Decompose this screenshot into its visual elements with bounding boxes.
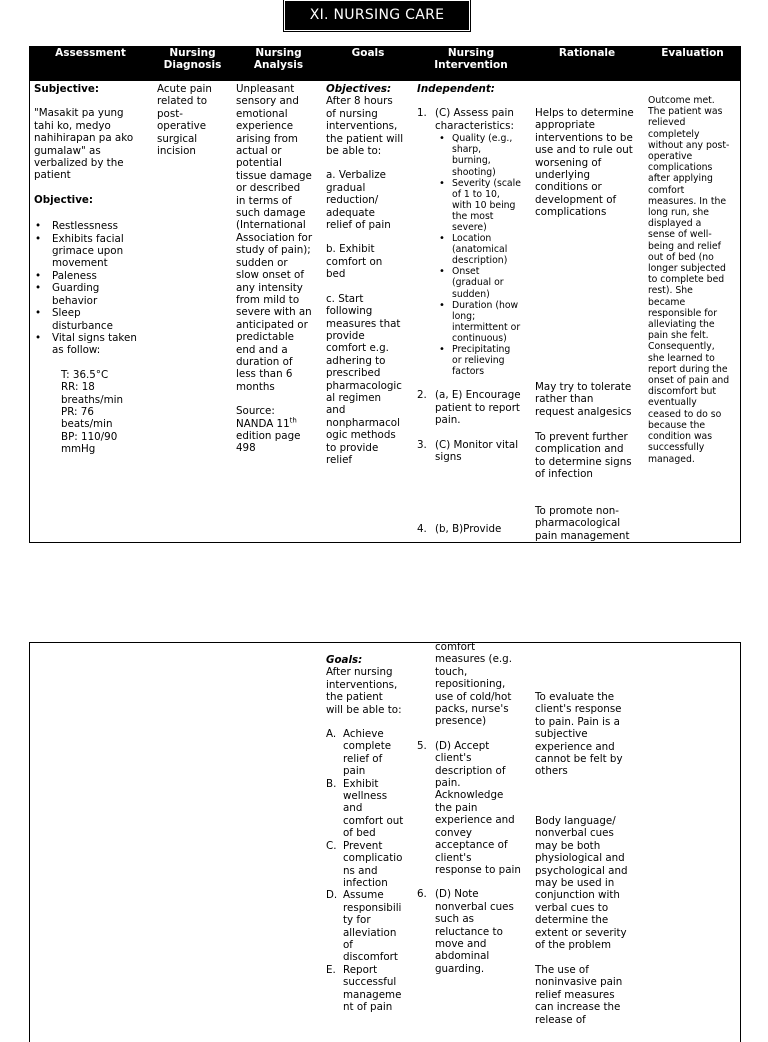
intervention-continued-cell: [417, 641, 529, 975]
intervention-4: 4. (b, B)Provide: [417, 523, 502, 535]
header-rationale: Rationale: [558, 47, 616, 59]
goals-label: Goals:: [326, 654, 363, 666]
list-item: • Restlessness: [52, 220, 150, 232]
vital-signs: T: 36.5°C RR: 18 breaths/min PR: 76 beats/min BP: 110/90 mmHg: [61, 368, 124, 456]
goals-text: After nursing interventions, the patient will be able to:: [326, 666, 402, 716]
evaluation-cell: [648, 95, 740, 465]
list-item: • Sleep disturbance: [52, 307, 150, 332]
objectives-label: Objectives:: [326, 83, 392, 95]
list-item: • Duration (how long; intermittent or continuous): [452, 300, 529, 344]
analysis-cell: [236, 83, 324, 455]
pain-characteristics-list: [435, 133, 529, 377]
list-item: • Onset (gradual or sudden): [452, 266, 529, 299]
goal-a: A. Achieve complete relief of pain: [326, 728, 392, 778]
goal-d: D. Assume responsibili ty for alleviation of discomfort: [326, 889, 402, 964]
analysis-source: Source: NANDA 11th edition page 498: [236, 405, 301, 455]
analysis-text: Unpleasant sensory and emotional experience arising from actual or potential tissue damage or described in terms of such damage (International Association for study of pain); sudden or slow onset of any intensity from mild to severe with an anticipated or predictable end and a duration of less than 6 months: [236, 83, 313, 393]
list-item: • Location (anatomical description): [452, 233, 529, 266]
list-item: • Paleness: [52, 270, 150, 282]
list-item: • Guarding behavior: [52, 282, 150, 307]
goal-b: B. Exhibit wellness and comfort out of bed: [326, 777, 404, 840]
intervention-cell: [417, 83, 529, 535]
diagnosis-text: Acute pain related to post- operative surgical incision: [157, 83, 212, 158]
rationale-5: To evaluate the client's response to pain. Pain is a subjective experience and cannot be felt by others: [535, 691, 623, 778]
objective-a: a. Verbalize gradual reduction/ adequate relief of pain: [326, 169, 391, 232]
rationale-6: Body language/ nonverbal cues may be both physiological and psychological and may be used in conjunction with verbal cues to determine the extent or severity of the problem: [535, 815, 628, 952]
subjective-label: Subjective:: [34, 83, 99, 95]
rationale-cell: [535, 107, 645, 542]
objective-b: b. Exhibit comfort on bed: [326, 243, 383, 281]
intervention-4-continued: comfort measures (e.g. touch, repositioning, use of cold/hot packs, nurse's presence): [435, 641, 512, 728]
list-item: • Vital signs taken as follow:: [52, 332, 150, 357]
rationale-3: To prevent further complication and to determine signs of infection: [535, 431, 632, 481]
objective-c: c. Start following measures that provide comfort e.g. adhering to prescribed pharmacologic al regimen and nonpharmacol ogic methods to provide relief: [326, 292, 402, 466]
rationale-7: The use of noninvasive pain relief measures can increase the release of: [535, 964, 623, 1026]
rationale-4: To promote non- pharmacological pain management: [535, 505, 630, 542]
table-header-row: [30, 47, 740, 81]
header-assessment: Assessment: [55, 47, 126, 59]
header-nursing-diagnosis: Nursing Diagnosis: [163, 47, 222, 71]
goal-e: E. Report successful manageme nt of pain: [326, 963, 402, 1013]
goals-continued-cell: [326, 654, 412, 1013]
objective-list: [34, 220, 150, 356]
objectives-text: After 8 hours of nursing interventions, the patient will be able to:: [326, 95, 404, 158]
rationale-2: May try to tolerate rather than request analgesics: [535, 381, 632, 418]
intervention-1: 1. (C) Assess pain characteristics:: [417, 107, 514, 132]
goal-c: C. Prevent complicatio ns and infection: [326, 839, 403, 889]
header-nursing-intervention: Nursing Intervention: [434, 47, 508, 71]
intervention-3: 3. (C) Monitor vital signs: [417, 438, 519, 463]
intervention-2: 2. (a, E) Encourage patient to report pain.: [417, 389, 521, 427]
independent-label: Independent:: [417, 83, 495, 95]
nursing-care-table-page1: [29, 46, 741, 543]
nursing-care-table-page2: [29, 642, 741, 1042]
rationale-1: Helps to determine appropriate interventions to be use and to rule out worsening of underlying conditions or development of complications: [535, 107, 634, 219]
page-title: XI. NURSING CARE: [285, 1, 469, 30]
diagnosis-cell: [157, 83, 233, 157]
header-nursing-analysis: Nursing Analysis: [253, 47, 304, 71]
rationale-continued-cell: [535, 691, 645, 1026]
list-item: • Exhibits facial grimace upon movement: [52, 233, 150, 270]
header-goals: Goals: [351, 47, 385, 59]
objective-label: Objective:: [34, 193, 94, 206]
intervention-6: 6. (D) Note nonverbal cues such as reluctance to move and abdominal guarding.: [417, 888, 514, 975]
intervention-5: 5. (D) Accept client's description of pain. Acknowledge the pain experience and convey acceptance of client's response to pain: [417, 739, 521, 876]
subjective-text: "Masakit pa yung tahi ko, medyo nahihirapan pa ako gumalaw" as verbalized by the patient: [34, 107, 134, 182]
evaluation-text: Outcome met. The patient was relieved completely without any post- operative complications after applying comfort measures. In the long run, she displayed a sense of well- being and relief out of bed (no longer subjected to complete bed rest). She became responsible for alleviating the pain she felt. Consequently, she learned to report during the onset of pain and discomfort but eventually ceased to do so because the condition was successfully managed.: [648, 95, 730, 465]
list-item: • Quality (e.g., sharp, burning, shooting): [452, 133, 529, 177]
header-evaluation: Evaluation: [661, 47, 724, 59]
list-item: • Severity (scale of 1 to 10, with 10 being the most severe): [452, 178, 529, 233]
assessment-cell: [34, 83, 150, 456]
list-item: • Precipitating or relieving factors: [452, 344, 529, 377]
goals-cell: [326, 83, 412, 466]
